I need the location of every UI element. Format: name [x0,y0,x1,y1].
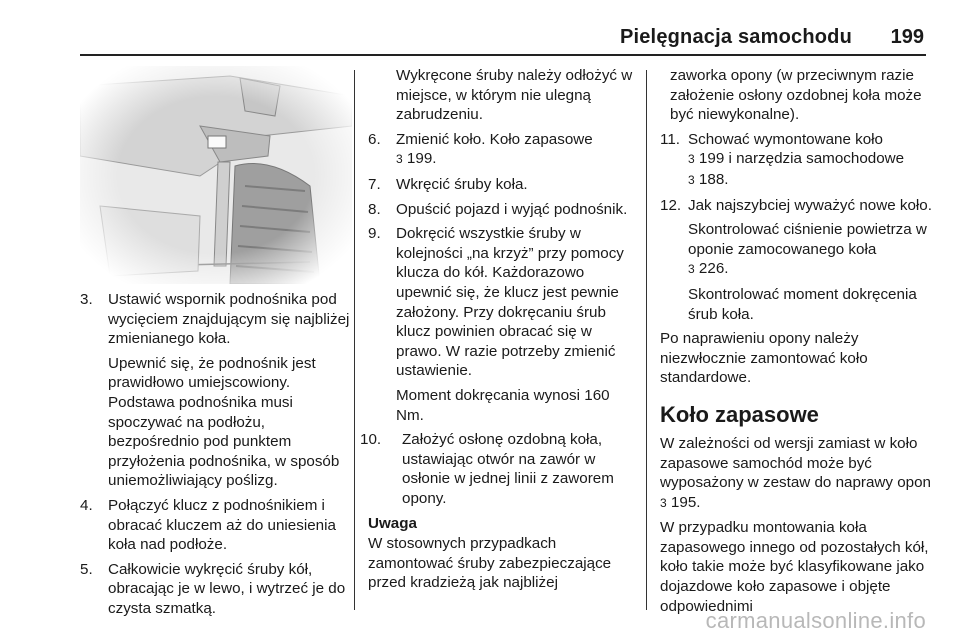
item-number: 5. [80,560,93,578]
item-text: Jak najszybciej wyważyć nowe koło. [688,196,932,214]
header-rule [80,54,926,56]
item-text: Opuścić pojazd i wyjąć podnośnik. [396,200,628,218]
page-ref[interactable]: 226. [698,260,729,278]
item-number: 12. [660,196,682,214]
watermark: carmanualsonline.info [705,608,926,633]
item-text: Upewnić się, że podnośnik jest prawidłowo umiejscowiony. Podstawa podnośnika musi spoczywać na podłożu, bezpośrednio pod punktem przyłożenia podnośnika, w sposób uniemożliwiający poślizg. [108,354,340,490]
cross-ref-arrow-icon: 3 [688,152,695,167]
item-number: 11. [660,130,680,148]
list-item [80,496,352,555]
cross-ref-arrow-icon: 3 [396,152,403,167]
item-number: 7. [368,175,381,193]
section-title: Koło zapasowe [660,401,819,427]
item-number: 3. [80,291,93,308]
continued-text: Wykręcone śruby należy odłożyć w miejsce, w którym nie ulegną zabrudzeniu. [396,67,633,124]
list-item [368,200,636,220]
item-text: Połączyć klucz z podnośnikiem i obracać kluczem aż do uniesienia koła nad podłoże. [108,496,336,554]
list-item [368,175,636,195]
item-text: Moment dokręcania wynosi 160 Nm. [396,386,610,424]
after-repair-text: Po naprawieniu opony należy niezwłocznie zamontować koło standardowe. [660,330,868,387]
page-header [0,0,960,56]
item-text: Założyć osłonę ozdobną koła, ustawiając otwór na zawór w osłonie w jednej linii z zaworem opony. [402,431,614,507]
section-text: W przypadku montowania koła zapasowego innego od pozostałych kół, koło takie może być klasyfikowane jako dojazdowe koło zapasowe i objęte odpowiednimi [660,519,929,615]
item-number: 4. [80,496,93,514]
item-text: Wkręcić śruby koła. [396,175,528,193]
page-number: 199 [890,26,924,48]
cross-ref-arrow-icon: 3 [660,495,667,510]
page-ref[interactable]: 199 i narzędzia samochodowe [698,150,905,168]
column-divider-2 [646,70,647,610]
list-item [360,430,636,508]
item-text: Ustawić wspornik podnośnika pod wycięciem znajdującym się najbliżej zmienianego koła. [108,291,350,348]
item-text: Całkowicie wykręcić śruby kół, obracając je w lewo, i wytrzeć je do czysta szmatką. [108,560,346,617]
list-item [368,130,636,170]
item-text: Zmienić koło. Koło zapasowe [396,130,593,148]
list-item [368,224,636,425]
item-number: 10. [360,431,382,449]
item-text: Dokręcić wszystkie śruby w kolejności „na krzyż” przy pomocy klucza do kół. Każdorazowo upewnić się, że klucz jest pewnie założony. Przy dokręcaniu śrub klucz powinien obracać się w prawo. W razie potrzeby zmienić ustawienie. [396,225,624,380]
column-1 [80,66,352,624]
note-text: W stosownych przypadkach zamontować śruby zabezpieczające przed kradzieżą jak najbliżej [368,535,612,592]
page-ref[interactable]: 188. [698,170,729,188]
item-text: Schować wymontowane koło [688,130,884,148]
cross-ref-arrow-icon: 3 [688,262,695,277]
list-item [80,560,352,619]
column-2 [360,66,636,598]
continued-text: zaworka opony (w przeciwnym razie założenie osłony ozdobnej koła może być niewykonalne). [670,67,922,124]
page-ref[interactable]: 199. [406,150,437,168]
jack-illustration [80,66,352,284]
item-number: 8. [368,200,381,218]
column-3 [660,66,932,621]
list-item [660,196,932,325]
column-divider-1 [354,70,355,610]
page-title: Pielęgnacja samochodu [619,26,852,48]
note-title: Uwaga [368,515,417,533]
jack-wheel-drawing [80,66,352,284]
list-item [80,290,352,491]
list-item [660,130,932,191]
item-text: Skontrolować moment dokręcenia śrub koła. [688,285,917,323]
item-text: Skontrolować ciśnienie powietrza w oponie zamocowanego koła [688,221,927,258]
cross-ref-arrow-icon: 3 [688,172,695,187]
section-text: W zależności od wersji zamiast w koło zapasowe samochód może być wyposażony w zestaw do naprawy opon [660,434,931,492]
item-number: 6. [368,130,381,148]
item-number: 9. [368,225,381,243]
page-ref[interactable]: 195. [670,493,701,511]
